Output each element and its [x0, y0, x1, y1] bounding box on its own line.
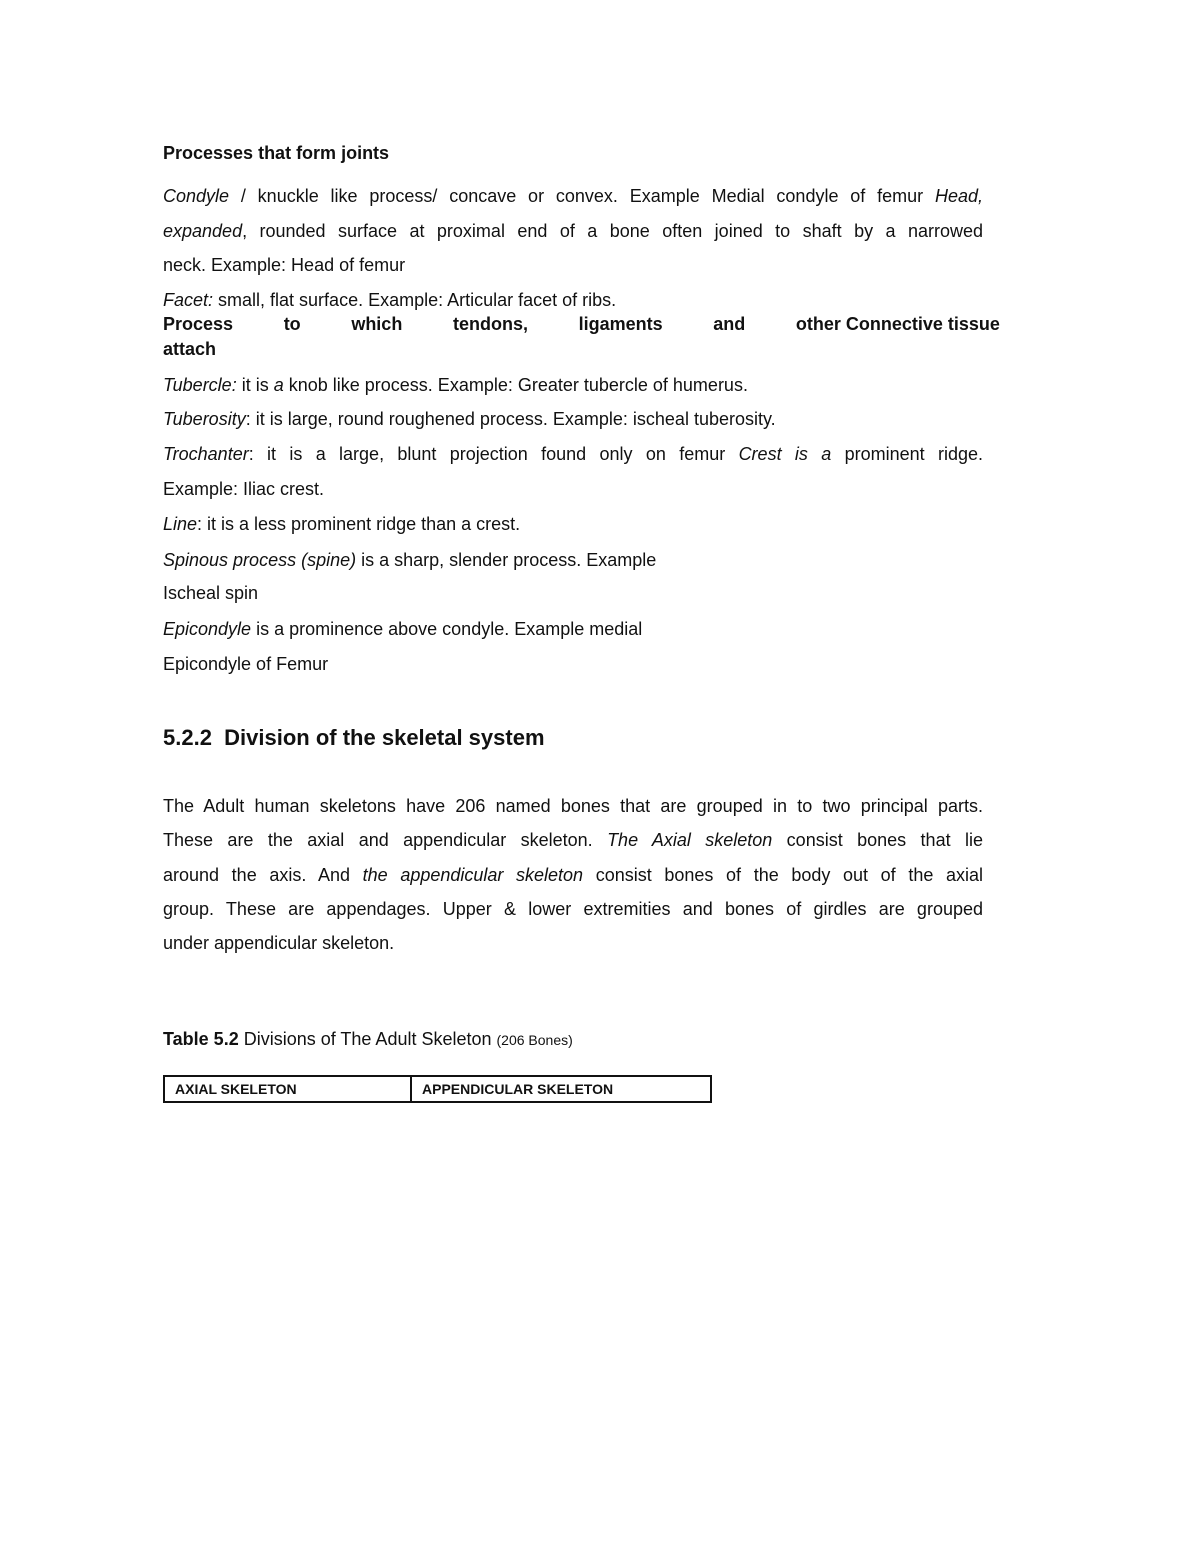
epicondyle-term: Epicondyle [163, 619, 252, 639]
heading-processes-joints: Processes that form joints [163, 143, 390, 163]
trochanter-term: Trochanter [163, 444, 249, 464]
heading-attach-line2: attach [163, 339, 217, 359]
facet-line [163, 290, 983, 311]
section-title: Division of the skeletal system [224, 725, 545, 750]
para-2a: These are the axial and appendicular skeleton. [163, 830, 608, 850]
para-2c: consist bones that lie [772, 830, 983, 850]
line-text: : it is a less prominent ridge than a crest. [197, 514, 521, 534]
head-text: , rounded surface at proximal end of a bone often joined to shaft by a narrowed [242, 221, 983, 241]
table-caption-small: (206 Bones) [496, 1032, 573, 1048]
section-heading [163, 725, 983, 751]
para-3a: around the axis. And [163, 865, 363, 885]
crest-example: Example: Iliac crest. [163, 479, 325, 499]
para-line-4: group. These are appendages. Upper & lower extremities and bones of girdles are grouped [163, 899, 983, 919]
condyle-text: / knuckle like process/ concave or convex. Example Medial condyle of femur [229, 186, 935, 206]
expanded-term: expanded [163, 221, 243, 241]
spinous-line [163, 550, 983, 571]
facet-term: Facet: [163, 290, 214, 310]
spinous-term: Spinous process (spine) [163, 550, 357, 570]
para-3c: consist bones of the body out of the axial [583, 865, 983, 885]
tubercle-text2: knob like process. Example: Greater tubercle of humerus. [283, 375, 748, 395]
head-term: Head, [934, 186, 983, 206]
para-line-5: under appendicular skeleton. [163, 933, 395, 953]
tuberosity-text: : it is large, round roughened process. Example: ischeal tuberosity. [245, 409, 776, 429]
para-line-2 [163, 830, 983, 851]
epicondyle-line [163, 619, 983, 640]
heading-processes-attach [163, 314, 1000, 335]
table-header-row [164, 1076, 711, 1102]
table-header-axial: AXIAL SKELETON [164, 1076, 411, 1102]
condyle-term: Condyle [163, 186, 230, 206]
epicondyle-text: is a prominence above condyle. Example medial [251, 619, 643, 639]
trochanter-line [163, 444, 983, 465]
spinous-example: Ischeal spin [163, 583, 259, 603]
heading-word: tendons, [452, 314, 528, 334]
line-line [163, 514, 983, 535]
tubercle-a: a [273, 375, 284, 395]
condyle-line [163, 179, 983, 213]
facet-text: small, flat surface. Example: Articular facet of ribs. [213, 290, 617, 310]
heading-word: which [351, 314, 403, 334]
tubercle-line [163, 375, 983, 396]
crest-text: prominent ridge. [831, 444, 983, 464]
head-example: neck. Example: Head of femur [163, 255, 406, 275]
spinous-text: is a sharp, slender process. Example [356, 550, 657, 570]
tuberosity-term: Tuberosity [163, 409, 246, 429]
line-term: Line [163, 514, 198, 534]
heading-word: other Connective tissue [795, 314, 1000, 334]
table-caption [163, 1029, 983, 1050]
head-line [163, 214, 983, 248]
heading-word: ligaments [578, 314, 663, 334]
para-line-3 [163, 865, 983, 886]
trochanter-text: : it is a large, blunt projection found only on femur [248, 444, 739, 464]
tubercle-term: Tubercle: [163, 375, 237, 395]
axial-skeleton-term: The Axial skeleton [607, 830, 773, 850]
table-caption-text: Divisions of The Adult Skeleton [238, 1029, 497, 1049]
heading-word: and [713, 314, 746, 334]
para-line-1: The Adult human skeletons have 206 named bones that are grouped in to two principal parts. [163, 796, 983, 816]
appendicular-skeleton-term: the appendicular skeleton [362, 865, 584, 885]
table-header-appendicular: APPENDICULAR SKELETON [411, 1076, 711, 1102]
tubercle-text: it is [236, 375, 274, 395]
table-caption-label: Table 5.2 [163, 1029, 239, 1049]
epicondyle-example: Epicondyle of Femur [163, 654, 329, 674]
heading-word: Process [163, 314, 234, 334]
heading-word: to [283, 314, 301, 334]
crest-term: Crest is a [738, 444, 832, 464]
section-number: 5.2.2 [163, 725, 212, 750]
tuberosity-line [163, 409, 983, 430]
divisions-table [163, 1075, 712, 1103]
